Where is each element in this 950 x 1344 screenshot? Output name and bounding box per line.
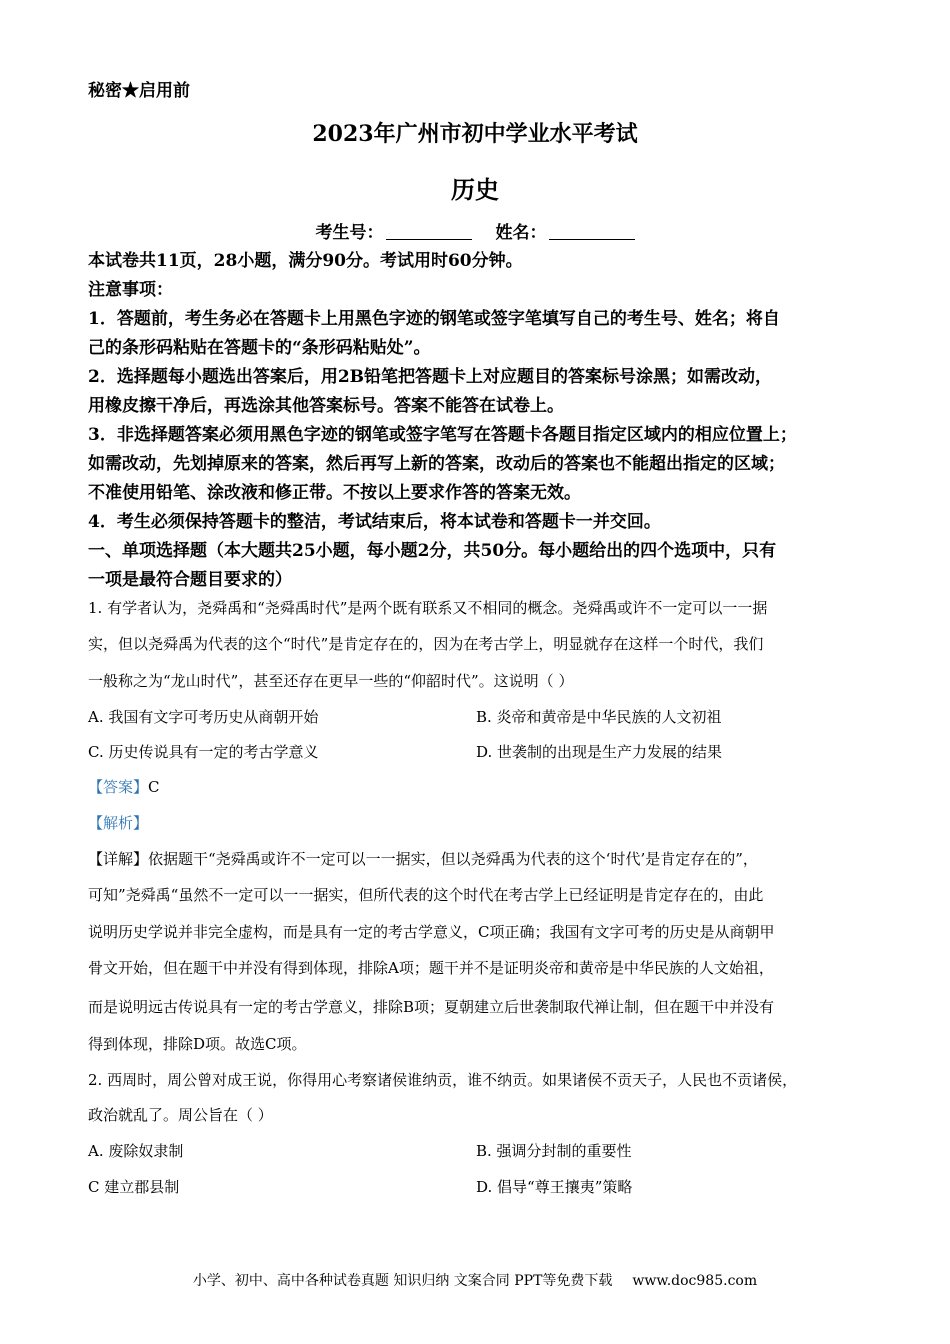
analysis-label: 【解析】 <box>88 814 149 832</box>
note-line: 不准使用铅笔、涂改液和修正带。不按以上要求作答的答案无效。 <box>88 483 581 503</box>
name-label: 姓名： <box>495 223 547 243</box>
q1-option-c: C. 历史传说具有一定的考古学意义 <box>88 743 319 761</box>
q2-stem-line: 政治就乱了。周公旨在（ ） <box>88 1106 273 1124</box>
q1-detail-line: 可知”尧舜禹“虽然不一定可以一一据实，但所代表的这个时代在考古学上已经证明是肯定存在的，由此 <box>88 886 764 904</box>
q1-answer-row <box>88 776 160 797</box>
answer-value: C <box>148 778 160 796</box>
exam-title: 2023年广州市初中学业水平考试 <box>312 121 638 147</box>
q2-option-c: C 建立郡县制 <box>88 1178 180 1196</box>
q1-stem-line: 实，但以尧舜禹为代表的这个“时代”是肯定存在的，因为在考古学上，明显就存在这样一个时代，我们 <box>88 635 764 653</box>
secret-label: 秘密★启用前 <box>88 81 190 101</box>
q1-detail-line: 【详解】依据题干“尧舜禹或许不一定可以一一据实，但以尧舜禹为代表的这个‘时代’是肯定存在的”， <box>88 850 758 868</box>
note-line: 4．考生必须保持答题卡的整洁，考试结束后，将本试卷和答题卡一并交回。 <box>88 512 661 532</box>
q1-detail-line: 说明历史学说并非完全虚构，而是具有一定的考古学意义，C项正确；我国有文字可考的历史是从商朝甲 <box>88 923 775 941</box>
candidate-no-blank <box>386 222 472 240</box>
q2-option-b: B. 强调分封制的重要性 <box>476 1142 632 1160</box>
note-line: 1．答题前，考生务必在答题卡上用黑色字迹的钢笔或签字笔填写自己的考生号、姓名；将自 <box>88 309 780 329</box>
note-line: 3．非选择题答案必须用黑色字迹的钢笔或签字笔写在答题卡各题目指定区域内的相应位置上； <box>88 425 797 445</box>
candidate-info-row <box>0 218 950 243</box>
q1-stem-line: 一般称之为“龙山时代”，甚至还存在更早一些的“仰韶时代”。这说明（ ） <box>88 672 574 690</box>
exam-summary: 本试卷共11页，28小题，满分90分。考试用时60分钟。 <box>88 251 523 271</box>
q1-option-d: D. 世袭制的出现是生产力发展的结果 <box>476 743 723 761</box>
note-line: 如需改动，先划掉原来的答案，然后再写上新的答案，改动后的答案也不能超出指定的区域； <box>88 454 785 474</box>
note-line: 2．选择题每小题选出答案后，用2B铅笔把答题卡上对应题目的答案标号涂黑；如需改动， <box>88 367 773 387</box>
q1-detail-line: 得到体现，排除D项。故选C项。 <box>88 1035 307 1053</box>
notes-title: 注意事项： <box>88 280 173 300</box>
q2-option-d: D. 倡导“尊王攘夷”策略 <box>476 1178 633 1196</box>
name-blank <box>549 222 635 240</box>
subject-title: 历史 <box>451 175 499 204</box>
footer-text: 小学、初中、高中各种试卷真题 知识归纳 文案合同 PPT等免费下载 <box>192 1273 613 1289</box>
q1-stem-line: 1. 有学者认为，尧舜禹和“尧舜禹时代”是两个既有联系又不相同的概念。尧舜禹或许不一定可以一一据 <box>88 599 768 617</box>
q1-option-a: A. 我国有文字可考历史从商朝开始 <box>88 708 319 726</box>
footer-site-link[interactable]: www.doc985.com <box>632 1273 758 1289</box>
note-line: 用橡皮擦干净后，再选涂其他答案标号。答案不能答在试卷上。 <box>88 396 564 416</box>
q1-detail-line: 而是说明远古传说具有一定的考古学意义，排除B项；夏朝建立后世袭制取代禅让制，但在题干中并没有 <box>88 998 775 1016</box>
q1-detail-line: 骨文开始，但在题干中并没有得到体现，排除A项；题干并不是证明炎帝和黄帝是中华民族的人文始祖， <box>88 959 774 977</box>
section-heading: 一项是最符合题目要求的） <box>88 570 292 590</box>
q1-option-b: B. 炎帝和黄帝是中华民族的人文初祖 <box>476 708 722 726</box>
candidate-no-label: 考生号： <box>315 223 384 243</box>
q2-stem-line: 2. 西周时，周公曾对成王说，你得用心考察诸侯谁纳贡，谁不纳贡。如果诸侯不贡天子，人民也不贡诸侯， <box>88 1071 798 1089</box>
section-heading: 一、单项选择题（本大题共25小题，每小题2分，共50分。每小题给出的四个选项中，只有 <box>88 541 777 561</box>
page-footer <box>0 1270 950 1290</box>
answer-label: 【答案】 <box>88 778 149 796</box>
note-line: 己的条形码粘贴在答题卡的“条形码粘贴处”。 <box>88 338 431 358</box>
q2-option-a: A. 废除奴隶制 <box>88 1142 184 1160</box>
